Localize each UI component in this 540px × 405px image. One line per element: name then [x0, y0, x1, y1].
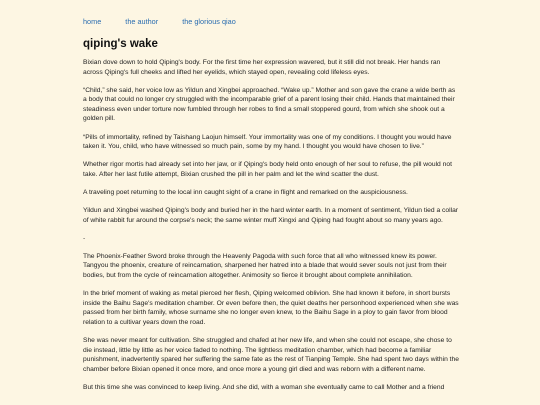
paragraph: A traveling poet returning to the local inn caught sight of a crane in flight and remarked on the auspiciousness. — [83, 188, 408, 196]
paragraph: She was never meant for cultivation. She struggled and chafed at her new life, and when she could not escape, she chose to die instead, little by little as her voice faded to nothing. The lightless meditation chamber, which had become a familiar punishment, inadvertently spared her suffering the same fate as the rest of Tianping Temple. She had spent two days within the chamber before Bixian opened it once more, and once more a young girl died and was reborn with a different name. — [83, 336, 459, 373]
page-title: qiping's wake — [83, 38, 158, 50]
paragraph: Whether rigor mortis had already set into her jaw, or if Qiping's body held onto enough of her soul to refuse, the pill would not take. After her last futile attempt, Bixian crushed the pill in her palm and let the wind scatter the dust. — [83, 161, 452, 178]
paragraph: In the brief moment of waking as metal pierced her flesh, Qiping welcomed oblivion. She had known it before, in short bursts inside the Baihu Sage's meditation chamber. Or even before then, the quiet deaths her personhood experienced when she was passed from her birth family, whose surname she no longer even knew, to the Baihu Sage in a ploy to gain favor from blood relation to a cultivar years down the road. — [83, 290, 459, 326]
paragraph: Bixian dove down to hold Qiping's body. For the first time her expression wavered, but it still did not break. Her hands ran across Qiping's full cheeks and lifted her eyelids, which stayed open, revealing cold lifeless eyes. — [83, 59, 441, 76]
paragraph: “Child,” she said, her voice low as Yildun and Xingbei approached. “Wake up.” Mother and son gave the crane a wide berth as a body that could no longer cry struggled with the incomparable grief of a parent losing their child. Hands that maintained their steadiness even under torture now fumbled through her robes to find a small stoppered gourd, from which she shook out a golden pill. — [83, 86, 456, 123]
article-body — [83, 58, 459, 401]
paragraph: But this time she was convinced to keep living. And she did, with a woman she eventually came to call Mother and a friend — [83, 383, 445, 391]
nav-link-the-author[interactable]: the author — [125, 17, 159, 26]
nav-link-the-glorious-qiao[interactable]: the glorious qiao — [182, 17, 236, 26]
paragraph: Yildun and Xingbei washed Qiping's body and buried her in the hard winter earth. In a moment of sentiment, Yildun tied a collar of white rabbit fur around the corpse's neck; the same winter muff Xingxi and Qiping had fought about so many years ago. — [83, 207, 459, 224]
paragraph: “Pills of immortality, refined by Taishang Laojun himself. Your immortality was one of my conditions. I thought you would have taken it. You, child, who have witnessed so much pain, some by my hand. I thought you would have chosen to live.” — [83, 133, 452, 151]
top-nav — [83, 17, 258, 26]
nav-link-home[interactable]: home — [83, 17, 102, 26]
paragraph: The Phoenix-Feather Sword broke through the Heavenly Pagoda with such force that all who witnessed knew its power. Tangyou the phoenix, creature of reincarnation, sharpened her hatred into a blade that would sever souls not just from their bodies, but from the cycle of reincarnation altogether. Animosity so fierce it brought about complete annihilation. — [83, 252, 447, 279]
section-separator: - — [83, 234, 86, 242]
